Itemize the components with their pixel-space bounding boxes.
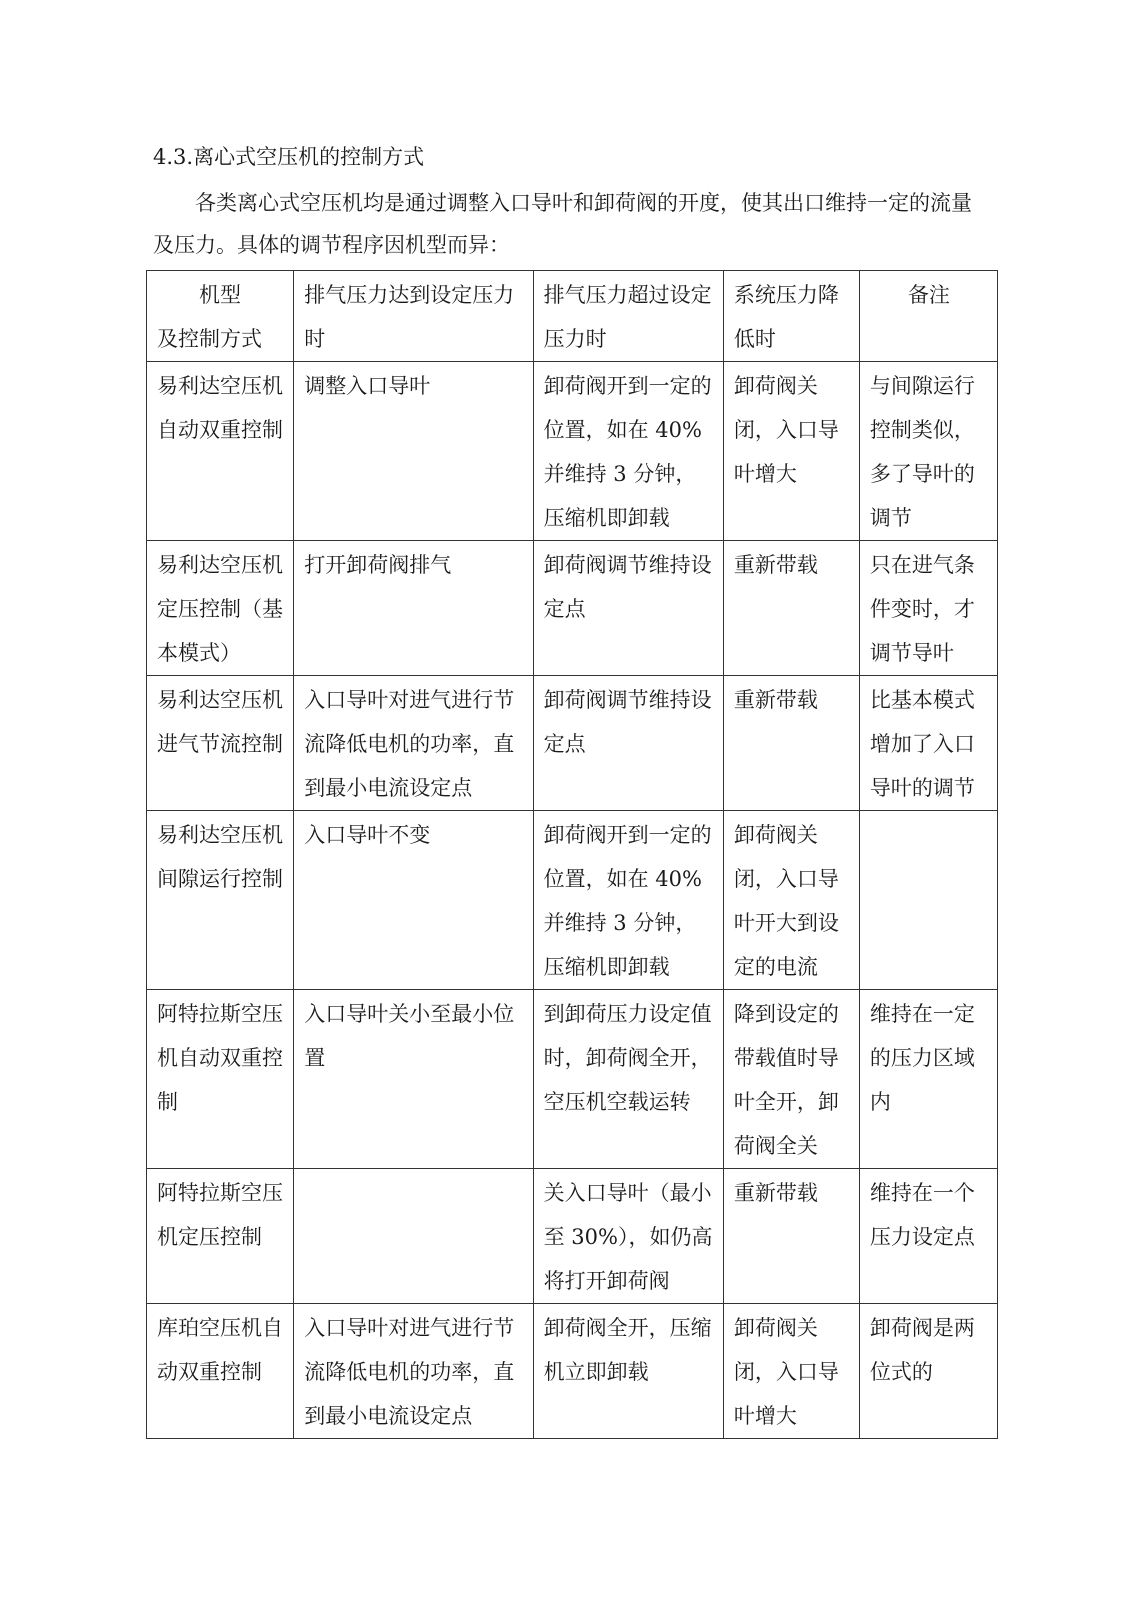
section-heading: 4.3.离心式空压机的控制方式 (153, 145, 425, 169)
cell-model: 阿特拉斯空压机自动双重控制 (147, 990, 294, 1169)
control-modes-table (146, 270, 998, 1439)
intro-paragraph: 各类离心式空压机均是通过调整入口导叶和卸荷阀的开度，使其出口维持一定的流量及压力。具体的调节程序因机型而异： (153, 191, 972, 257)
header-reach: 排气压力达到设定压力时 (294, 271, 533, 362)
cell-exceed: 卸荷阀调节维持设定点 (533, 541, 723, 676)
table-row (147, 990, 998, 1169)
cell-drop: 卸荷阀关闭，入口导叶增大 (723, 1304, 859, 1439)
cell-drop: 卸荷阀关闭，入口导叶开大到设定的电流 (723, 811, 859, 990)
table-row (147, 811, 998, 990)
cell-drop: 卸荷阀关闭，入口导叶增大 (723, 362, 859, 541)
cell-note: 与间隙运行控制类似，多了导叶的调节 (859, 362, 997, 541)
cell-exceed: 卸荷阀开到一定的位置，如在 40% 并维持 3 分钟，压缩机即卸载 (533, 811, 723, 990)
cell-reach: 打开卸荷阀排气 (294, 541, 533, 676)
cell-exceed: 卸荷阀调节维持设定点 (533, 676, 723, 811)
cell-reach: 入口导叶对进气进行节流降低电机的功率，直到最小电流设定点 (294, 1304, 533, 1439)
cell-exceed: 关入口导叶（最小至 30%），如仍高将打开卸荷阀 (533, 1169, 723, 1304)
header-model-line1: 机型 (199, 283, 241, 307)
cell-note: 维持在一定的压力区域内 (859, 990, 997, 1169)
header-exceed: 排气压力超过设定压力时 (533, 271, 723, 362)
table-row (147, 1304, 998, 1439)
cell-reach: 入口导叶关小至最小位置 (294, 990, 533, 1169)
header-model (147, 271, 294, 362)
cell-exceed: 到卸荷压力设定值时，卸荷阀全开，空压机空载运转 (533, 990, 723, 1169)
cell-model: 库珀空压机自动双重控制 (147, 1304, 294, 1439)
cell-reach: 调整入口导叶 (294, 362, 533, 541)
cell-drop: 重新带载 (723, 1169, 859, 1304)
cell-note: 维持在一个压力设定点 (859, 1169, 997, 1304)
cell-model: 易利达空压机间隙运行控制 (147, 811, 294, 990)
cell-model: 易利达空压机定压控制（基本模式） (147, 541, 294, 676)
table-row (147, 676, 998, 811)
cell-reach: 入口导叶对进气进行节流降低电机的功率，直到最小电流设定点 (294, 676, 533, 811)
table-row (147, 1169, 998, 1304)
cell-model: 易利达空压机自动双重控制 (147, 362, 294, 541)
cell-exceed: 卸荷阀开到一定的位置，如在 40% 并维持 3 分钟，压缩机即卸载 (533, 362, 723, 541)
header-drop: 系统压力降低时 (723, 271, 859, 362)
cell-model: 易利达空压机进气节流控制 (147, 676, 294, 811)
cell-note: 卸荷阀是两位式的 (859, 1304, 997, 1439)
table-row (147, 541, 998, 676)
table-header-row (147, 271, 998, 362)
cell-note: 比基本模式增加了入口导叶的调节 (859, 676, 997, 811)
cell-drop: 重新带载 (723, 541, 859, 676)
cell-note (859, 811, 997, 990)
header-note: 备注 (859, 271, 997, 362)
cell-reach: 入口导叶不变 (294, 811, 533, 990)
table-row (147, 362, 998, 541)
cell-model: 阿特拉斯空压机定压控制 (147, 1169, 294, 1304)
cell-drop: 降到设定的带载值时导叶全开，卸荷阀全关 (723, 990, 859, 1169)
cell-reach (294, 1169, 533, 1304)
cell-note: 只在进气条件变时，才调节导叶 (859, 541, 997, 676)
cell-drop: 重新带载 (723, 676, 859, 811)
header-model-line2: 及控制方式 (157, 327, 262, 351)
cell-exceed: 卸荷阀全开，压缩机立即卸载 (533, 1304, 723, 1439)
